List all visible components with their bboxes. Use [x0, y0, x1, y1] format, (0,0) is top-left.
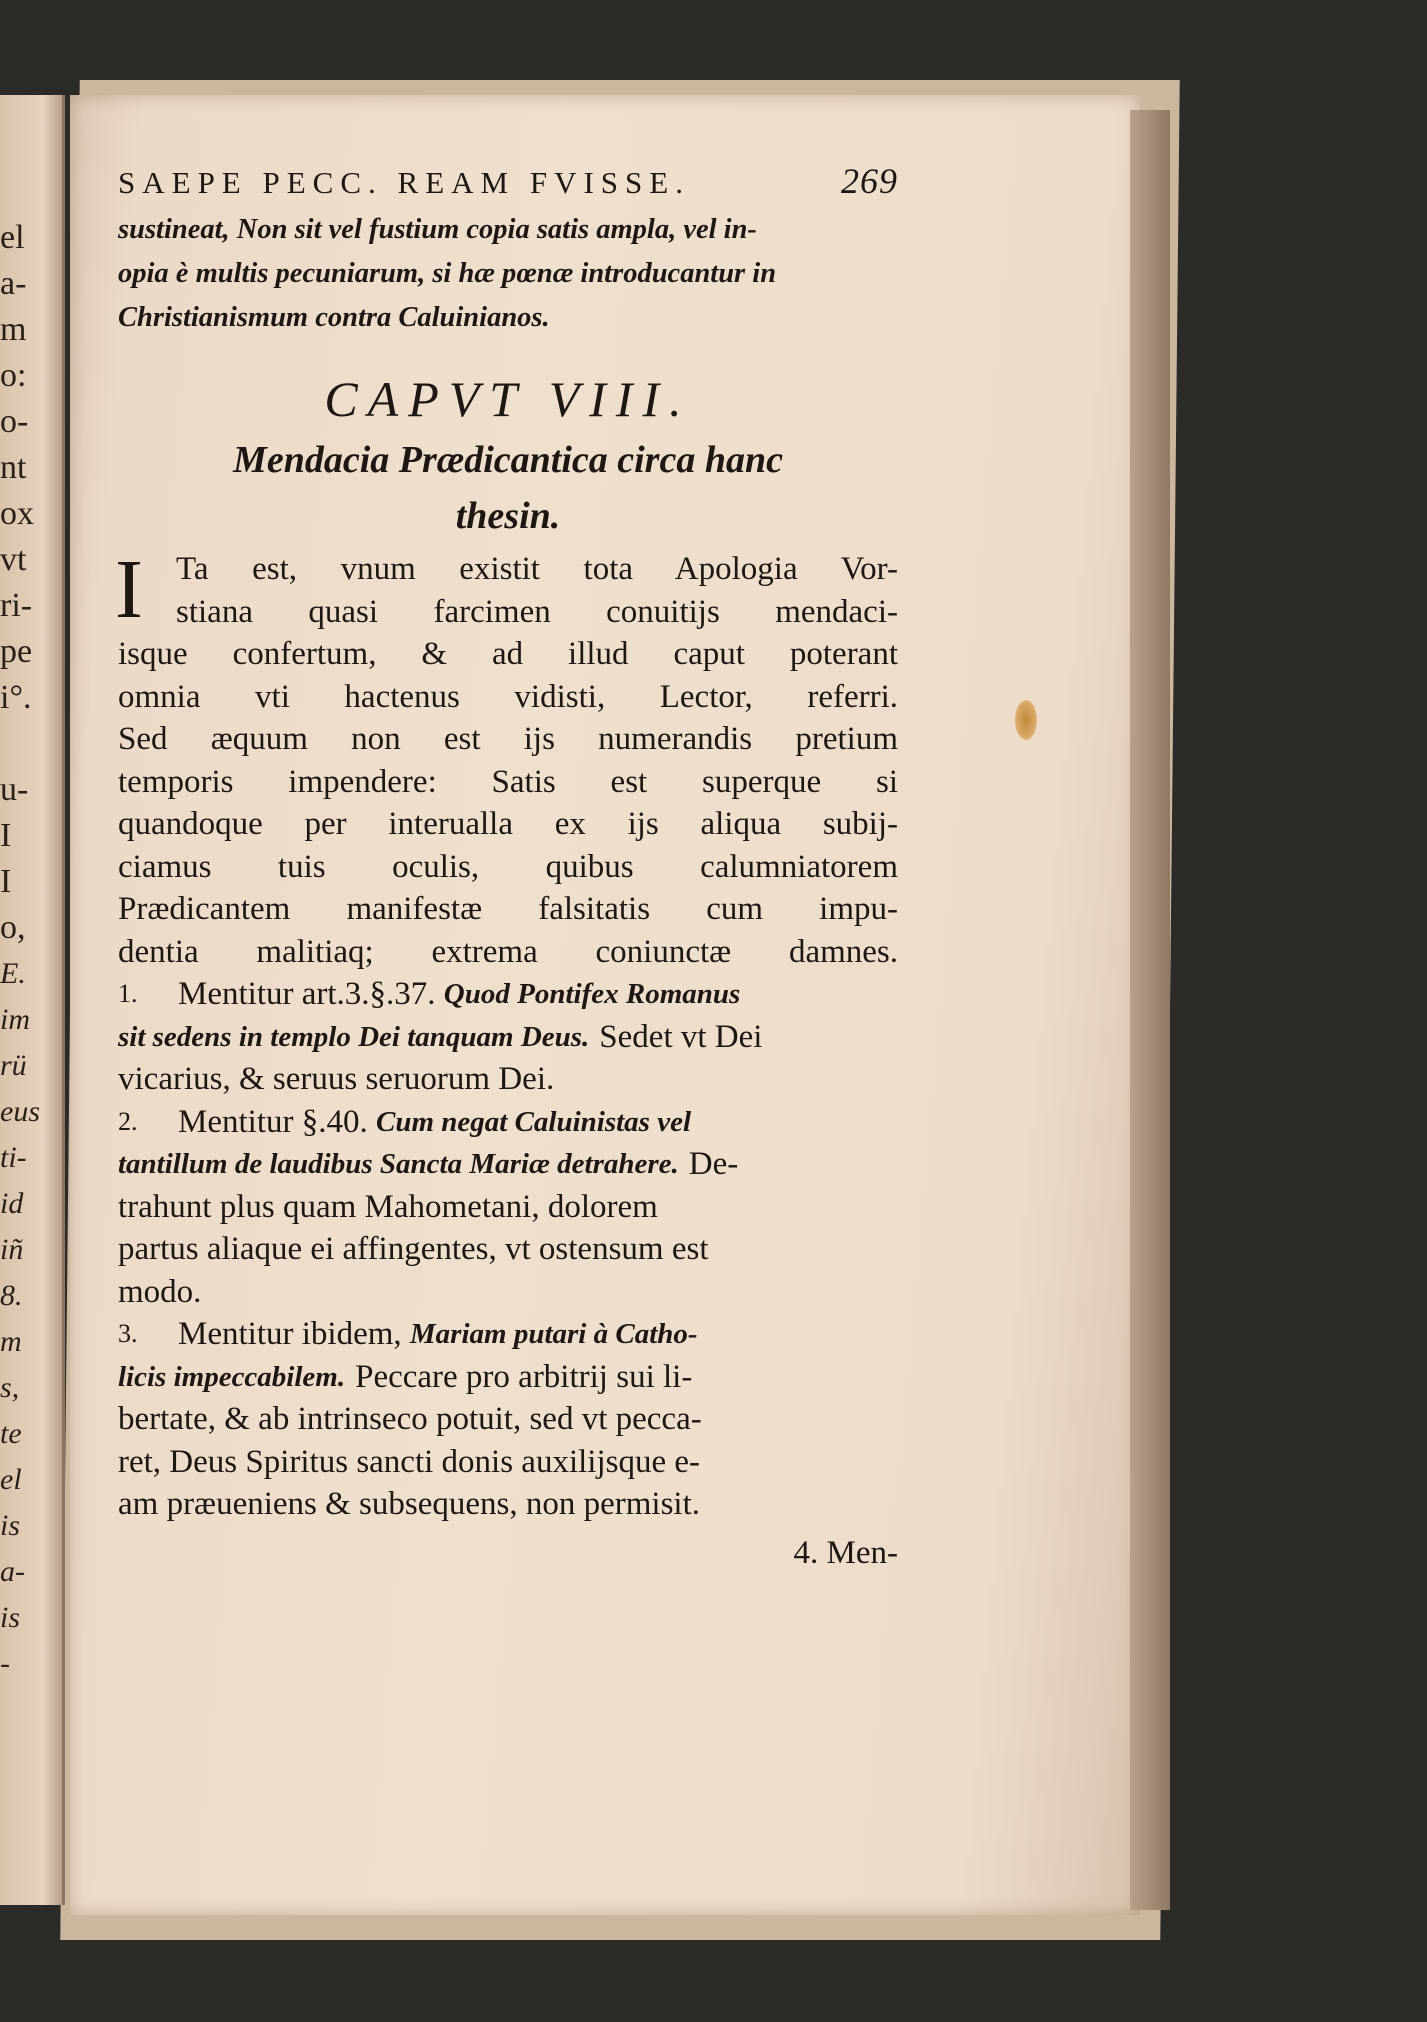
- list-item-line: [118, 1058, 898, 1101]
- item-text: modo.: [118, 1273, 202, 1310]
- list-item-line: [118, 1441, 898, 1484]
- list-item-line: [118, 1228, 898, 1271]
- body-line: [118, 676, 898, 719]
- facing-page-edge: [0, 95, 65, 1905]
- body-line: [118, 803, 898, 846]
- facing-page-fragment: el: [0, 219, 25, 256]
- drop-cap: I: [115, 543, 143, 636]
- body-line: [118, 548, 898, 591]
- facing-page-fragment: ri-: [0, 587, 33, 624]
- body-line-text: ciamus tuis oculis, quibus calumniatorem: [118, 848, 898, 885]
- item-text: partus aliaque ei affingentes, vt ostensum est: [118, 1231, 709, 1267]
- list-item-line: [118, 1483, 898, 1526]
- body-line: [118, 888, 898, 931]
- facing-page-fragment: ox: [0, 495, 34, 532]
- item-quotation: tantillum de laudibus Sancta Mariæ detrahere.: [118, 1148, 679, 1180]
- body-line-text: Prædicantem manifestæ falsitatis cum impu-: [118, 891, 898, 927]
- body-line-text: Ta est, vnum existit tota Apologia Vor-: [176, 551, 898, 587]
- item-text: Mentitur art.3.§.37.: [178, 976, 444, 1012]
- list-item-line: [118, 1101, 898, 1144]
- facing-page-fragment: te: [0, 1417, 22, 1450]
- running-head-title: SAEPE PECC. REAM FVISSE.: [118, 165, 690, 200]
- item-text: Mentitur ibidem,: [178, 1316, 410, 1352]
- page-content: [115, 160, 898, 1574]
- facing-page-fragment: is: [0, 1601, 21, 1634]
- facing-page-fragment: o:: [0, 357, 27, 394]
- body-line: [118, 591, 898, 634]
- body-line-text: isque confertum, & ad illud caput poterant: [118, 636, 898, 672]
- body-paragraph: [118, 548, 898, 973]
- facing-page-fragment: el: [0, 1463, 22, 1496]
- body-line: [118, 931, 898, 974]
- facing-page-fragment: o,: [0, 909, 26, 946]
- intro-paragraph: [118, 208, 898, 340]
- list-item-line: [118, 973, 898, 1016]
- chapter-subtitle: [118, 432, 898, 544]
- item-quotation: Cum negat Caluinistas vel: [375, 1105, 692, 1138]
- facing-page-fragment: ti-: [0, 1141, 27, 1174]
- item-number: 3.: [118, 1319, 138, 1348]
- body-line-text: Sed æquum non est ijs numerandis pretium: [118, 721, 898, 757]
- body-line: [118, 761, 898, 804]
- page-number: 269: [841, 161, 898, 201]
- subtitle-line: thesin.: [455, 495, 561, 537]
- facing-page-fragment: a-: [0, 265, 27, 302]
- body-line-text: dentia malitiaq; extrema coniunctæ damnes.: [118, 933, 898, 970]
- subtitle-line: Mendacia Prædicantica circa hanc: [233, 439, 783, 481]
- intro-line: Christianismum contra Caluinianos.: [118, 302, 550, 333]
- list-item-line: [118, 1313, 898, 1356]
- item-text: vicarius, & seruus seruorum Dei.: [118, 1061, 555, 1097]
- facing-page-fragment: u-: [0, 771, 29, 808]
- item-text: Peccare pro arbitrij sui li-: [355, 1358, 693, 1395]
- facing-page-fragment: I: [0, 863, 12, 900]
- facing-page-fragment: eus: [0, 1095, 40, 1128]
- item-text: ret, Deus Spiritus sancti donis auxilijsque e-: [118, 1443, 700, 1480]
- facing-page-fragment: I: [0, 817, 12, 854]
- item-number: 2.: [118, 1106, 138, 1136]
- intro-line: opia è multis pecuniarum, si hæ pœnæ introducantur in: [118, 258, 777, 289]
- facing-page-fragment: i°.: [0, 679, 32, 716]
- item-text: Mentitur §.40.: [178, 1103, 376, 1140]
- item-quotation: licis impeccabilem.: [118, 1360, 346, 1393]
- facing-page-fragment: E.: [0, 957, 26, 990]
- facing-page-fragment: [0, 721, 60, 767]
- body-line-text: stiana quasi farcimen conuitijs mendaci-: [176, 593, 898, 630]
- item-quotation: Mariam putari à Catho-: [409, 1318, 698, 1350]
- item-text: am præueniens & subsequens, non permisit.: [118, 1486, 701, 1522]
- facing-page-fragment: 8.: [0, 1279, 23, 1312]
- item-quotation: Quod Pontifex Romanus: [443, 978, 741, 1010]
- body-line-text: omnia vti hactenus vidisti, Lector, referri.: [118, 678, 898, 715]
- item-quotation: sit sedens in templo Dei tanquam Deus.: [118, 1020, 590, 1053]
- body-line: [118, 633, 898, 676]
- catchword: 4. Men-: [793, 1534, 898, 1571]
- facing-page-fragment: nt: [0, 449, 27, 486]
- facing-page-fragment: s,: [0, 1371, 20, 1404]
- list-item-line: [118, 1356, 898, 1399]
- item-text: trahunt plus quam Mahometani, dolorem: [118, 1188, 658, 1225]
- running-head: [118, 160, 898, 206]
- intro-line: sustineat, Non sit vel fustium copia satis ampla, vel in-: [118, 214, 757, 245]
- list-item-line: [118, 1271, 898, 1314]
- facing-page-fragment: pe: [0, 633, 33, 670]
- facing-page-fragment: id: [0, 1187, 24, 1220]
- facing-page-text: [0, 215, 60, 1687]
- facing-page-fragment: a-: [0, 1555, 25, 1588]
- page-edge: [1130, 110, 1170, 1910]
- facing-page-fragment: -: [0, 1647, 10, 1680]
- numbered-list: [118, 973, 898, 1526]
- facing-page-fragment: rü: [0, 1049, 27, 1082]
- item-text: De-: [688, 1146, 739, 1182]
- body-text: [115, 543, 898, 1574]
- body-line-text: temporis impendere: Satis est superque si: [118, 763, 898, 800]
- facing-page-fragment: im: [0, 1003, 30, 1036]
- item-number: 1.: [118, 979, 138, 1008]
- list-item-line: [118, 1186, 898, 1229]
- list-item-line: [118, 1016, 898, 1059]
- facing-page-fragment: m: [0, 1325, 22, 1358]
- facing-page-fragment: vt: [0, 541, 27, 578]
- facing-page-fragment: m: [0, 311, 27, 348]
- list-item-line: [118, 1398, 898, 1441]
- facing-page-fragment: iñ: [0, 1233, 24, 1266]
- stain-mark: [1015, 700, 1037, 740]
- facing-page-fragment: o-: [0, 403, 29, 440]
- item-text: bertate, & ab intrinseco potuit, sed vt pecca-: [118, 1401, 702, 1437]
- body-line: [118, 718, 898, 761]
- body-line: [118, 846, 898, 889]
- body-line-text: quandoque per interualla ex ijs aliqua subij-: [118, 806, 898, 842]
- facing-page-fragment: is: [0, 1509, 21, 1542]
- list-item-line: [118, 1143, 898, 1186]
- item-text: Sedet vt Dei: [599, 1018, 763, 1055]
- chapter-heading: CAPVT VIII.: [324, 371, 692, 427]
